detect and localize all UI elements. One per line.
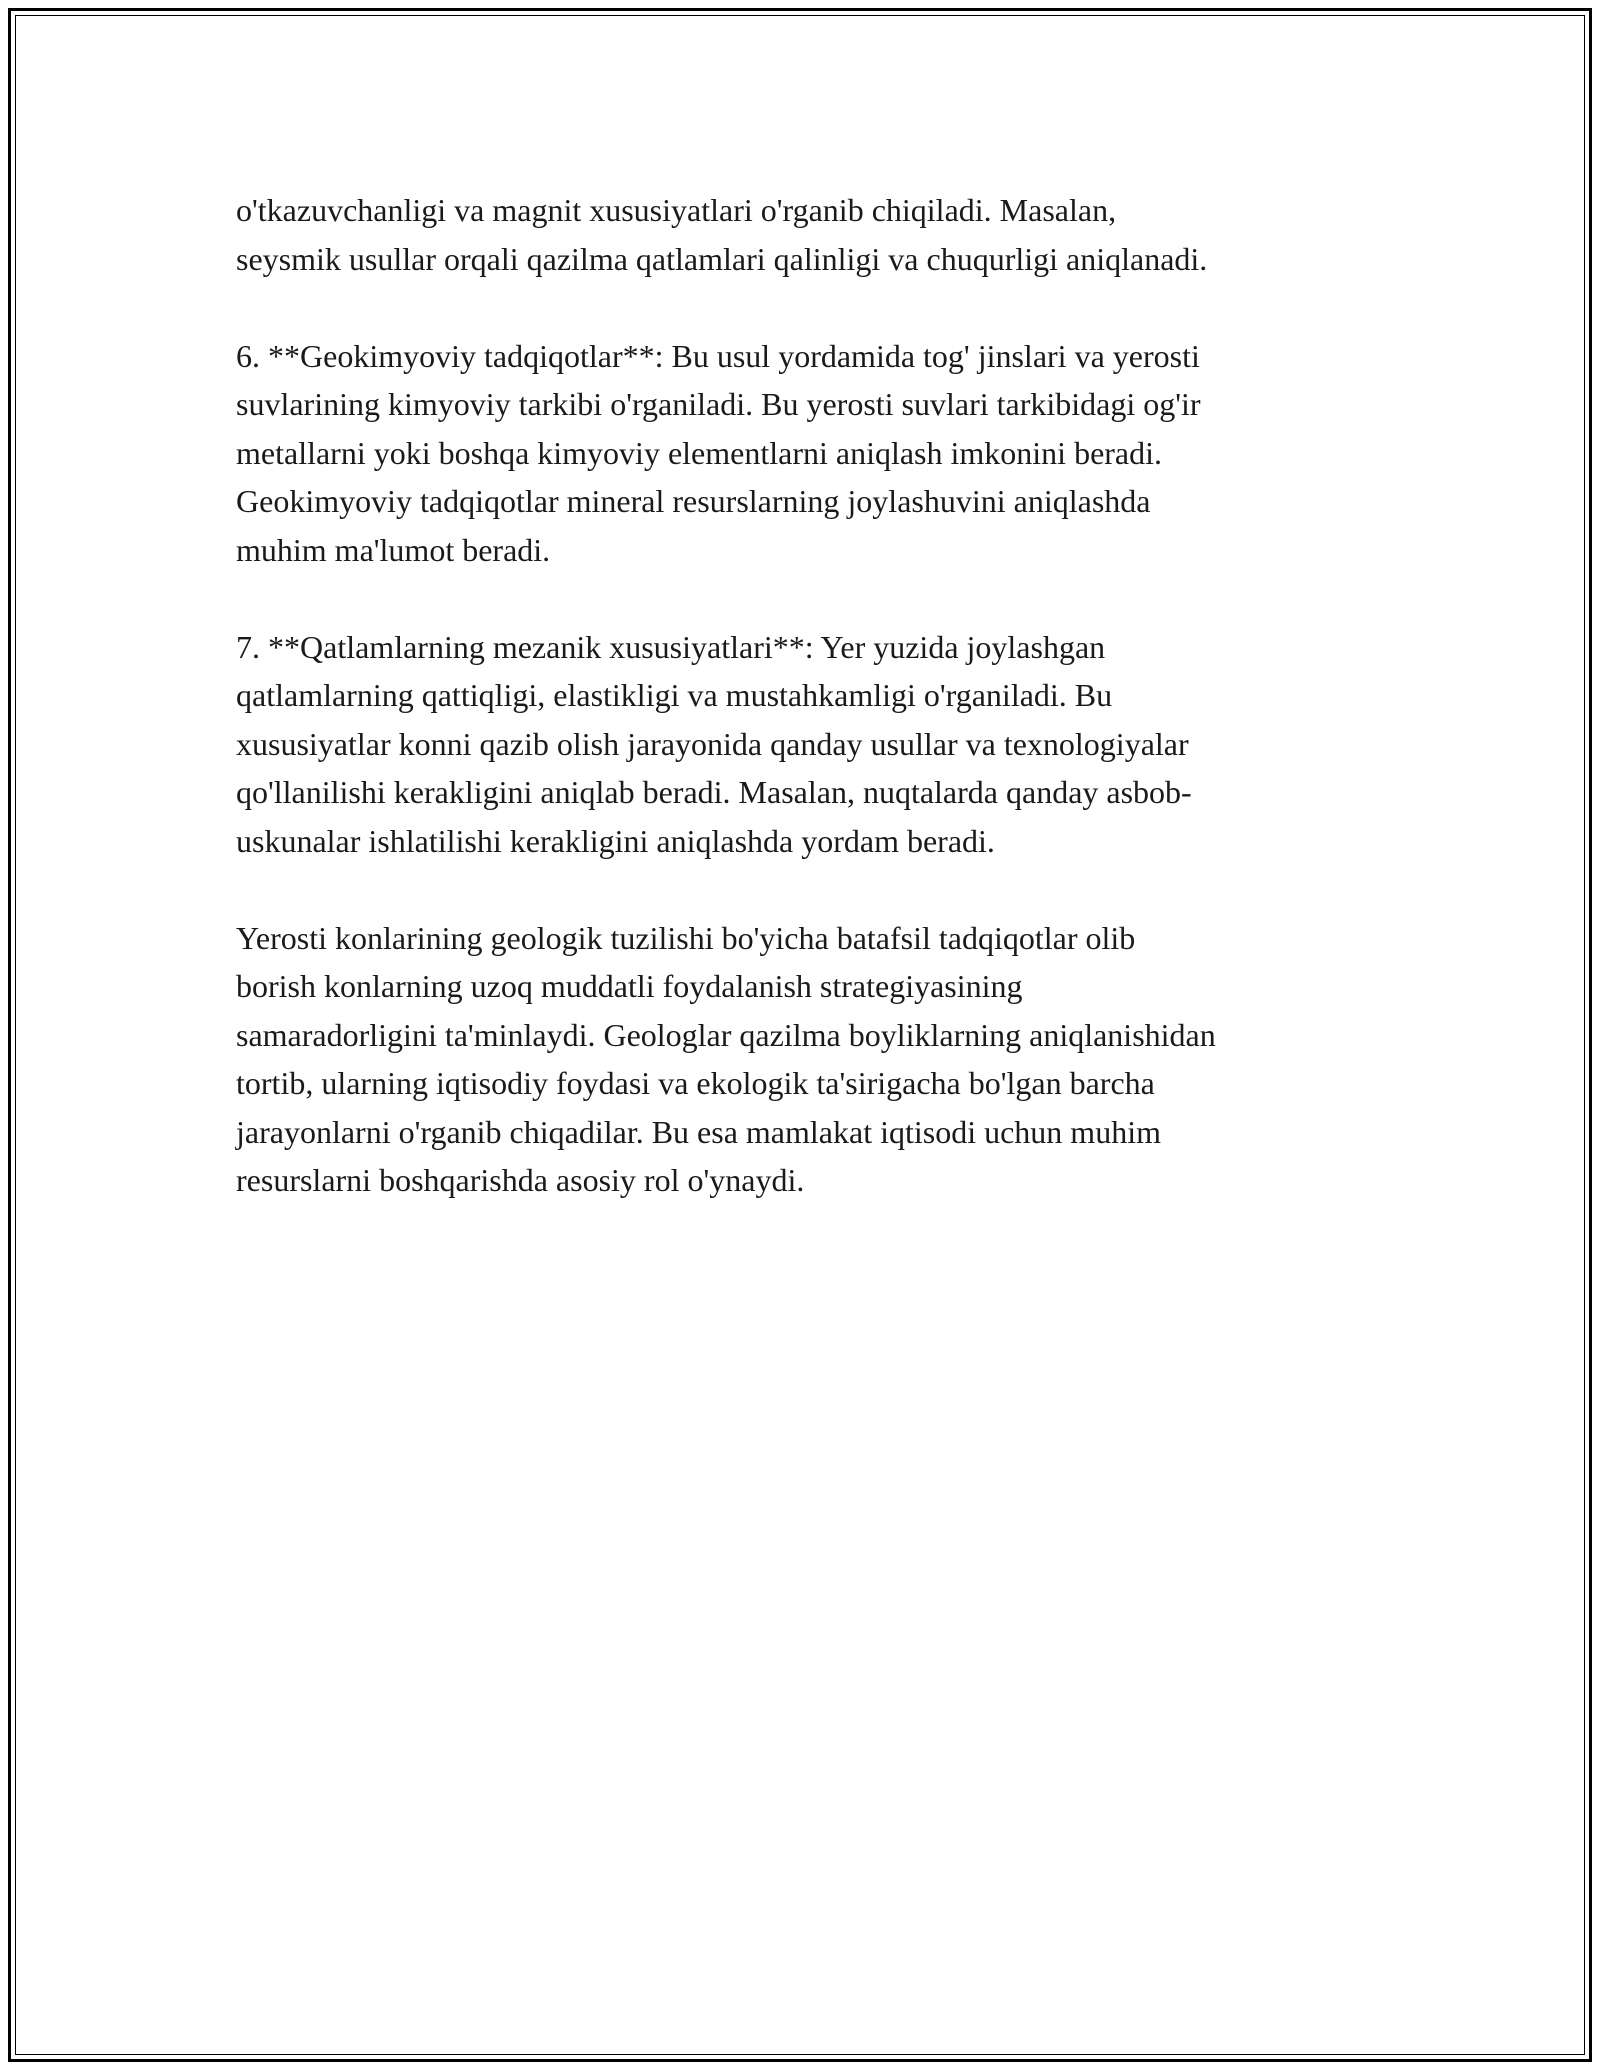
paragraph-mechanical-properties [236, 623, 1376, 866]
text-line: jarayonlarni o'rganib chiqadilar. Bu esa mamlakat iqtisodi uchun muhim [236, 1113, 1161, 1150]
text-line: Yerosti konlarining geologik tuzilishi bo'yicha batafsil tadqiqotlar olib [236, 919, 1136, 956]
text-line: borish konlarning uzoq muddatli foydalanish strategiyasining [236, 968, 1023, 1004]
text-line: qo'llanilishi kerakligini aniqlab beradi. Masalan, nuqtalarda qanday asbob- [236, 774, 1192, 810]
text-line: 6. **Geokimyoviy tadqiqotlar**: Bu usul yordamida tog' jinslari va yerosti [236, 337, 1200, 374]
text-line: seysmik usullar orqali qazilma qatlamlari qalinligi va chuqurligi aniqlanadi. [236, 240, 1208, 277]
text-line: muhim ma'lumot beradi. [236, 531, 551, 568]
text-line: o'tkazuvchanligi va magnit xususiyatlari o'rganib chiqiladi. Masalan, [236, 192, 1117, 228]
text-line: metallarni yoki boshqa kimyoviy elementlarni aniqlash imkonini beradi. [236, 434, 1163, 471]
text-line: xususiyatlar konni qazib olish jarayonida qanday usullar va texnologiyalar [236, 725, 1189, 762]
paragraph-continuation [236, 186, 1376, 283]
text-line: resurslarni boshqarishda asosiy rol o'ynaydi. [236, 1162, 805, 1198]
paragraph-conclusion [236, 914, 1376, 1205]
text-line: suvlarining kimyoviy tarkibi o'rganiladi. Bu yerosti suvlari tarkibidagi og'ir [236, 386, 1201, 422]
text-line: tortib, ularning iqtisodiy foydasi va ekologik ta'sirigacha bo'lgan barcha [236, 1065, 1155, 1101]
text-line: samaradorligini ta'minlaydi. Geologlar qazilma boyliklarning aniqlanishidan [236, 1016, 1216, 1053]
text-line: qatlamlarning qattiqligi, elastikligi va mustahkamligi o'rganiladi. Bu [236, 677, 1113, 713]
text-line: uskunalar ishlatilishi kerakligini aniqlashda yordam beradi. [236, 822, 995, 859]
text-line: 7. **Qatlamlarning mezanik xususiyatlari**: Yer yuzida joylashgan [236, 628, 1106, 665]
document-body [236, 186, 1376, 1253]
text-line: Geokimyoviy tadqiqotlar mineral resurslarning joylashuvini aniqlashda [236, 483, 1151, 519]
paragraph-geochemical-research [236, 332, 1376, 575]
